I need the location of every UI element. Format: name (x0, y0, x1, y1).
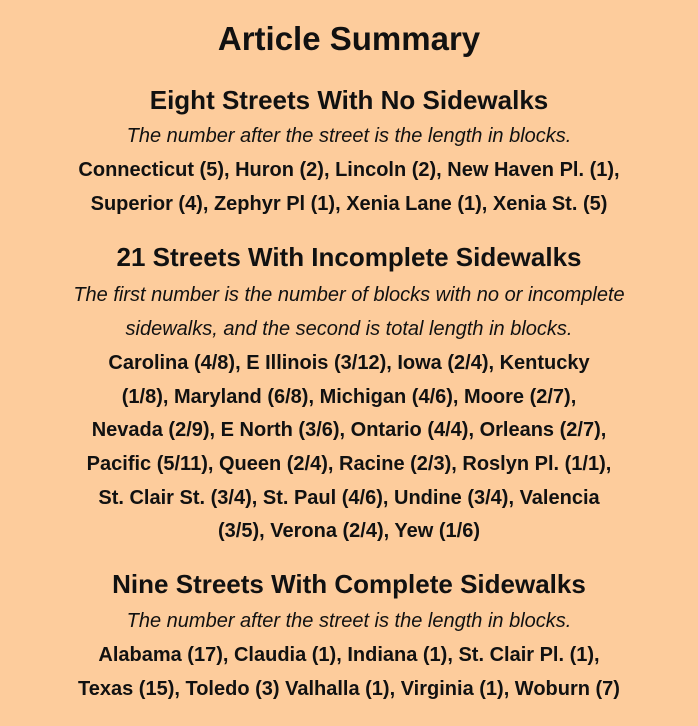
street-list-line: (1/8), Maryland (6/8), Michigan (4/6), Moore (2/7), (121, 386, 577, 408)
street-list-line: Alabama (17), Claudia (1), Indiana (1), St. Clair Pl. (1), (98, 644, 600, 666)
street-list-line: (3/5), Verona (2/4), Yew (1/6) (218, 520, 480, 542)
section-heading-complete-sidewalks: Nine Streets With Complete Sidewalks (112, 569, 586, 599)
street-list-line: St. Clair St. (3/4), St. Paul (4/6), Undine (3/4), Valencia (98, 487, 600, 509)
street-list-line: Carolina (4/8), E Illinois (3/12), Iowa (2/4), Kentucky (108, 352, 590, 374)
street-list-line: Pacific (5/11), Queen (2/4), Racine (2/3), Roslyn Pl. (1/1), (86, 453, 612, 475)
street-list-line: Connecticut (5), Huron (2), Lincoln (2), New Haven Pl. (1), (78, 159, 620, 181)
section-note: The number after the street is the length in blocks. (126, 610, 572, 632)
section-heading-incomplete-sidewalks: 21 Streets With Incomplete Sidewalks (116, 242, 582, 272)
street-list-line: Texas (15), Toledo (3) Valhalla (1), Virginia (1), Woburn (7) (78, 678, 620, 700)
section-note: The number after the street is the length in blocks. (126, 125, 572, 147)
page-title: Article Summary (217, 20, 481, 57)
section-note: The first number is the number of blocks with no or incomplete (73, 284, 625, 306)
section-note: sidewalks, and the second is total length in blocks. (125, 318, 573, 340)
street-list-line: Superior (4), Zephyr Pl (1), Xenia Lane (1), Xenia St. (5) (90, 193, 608, 215)
street-list-line: Nevada (2/9), E North (3/6), Ontario (4/4), Orleans (2/7), (91, 419, 607, 441)
section-heading-no-sidewalks: Eight Streets With No Sidewalks (149, 85, 549, 115)
